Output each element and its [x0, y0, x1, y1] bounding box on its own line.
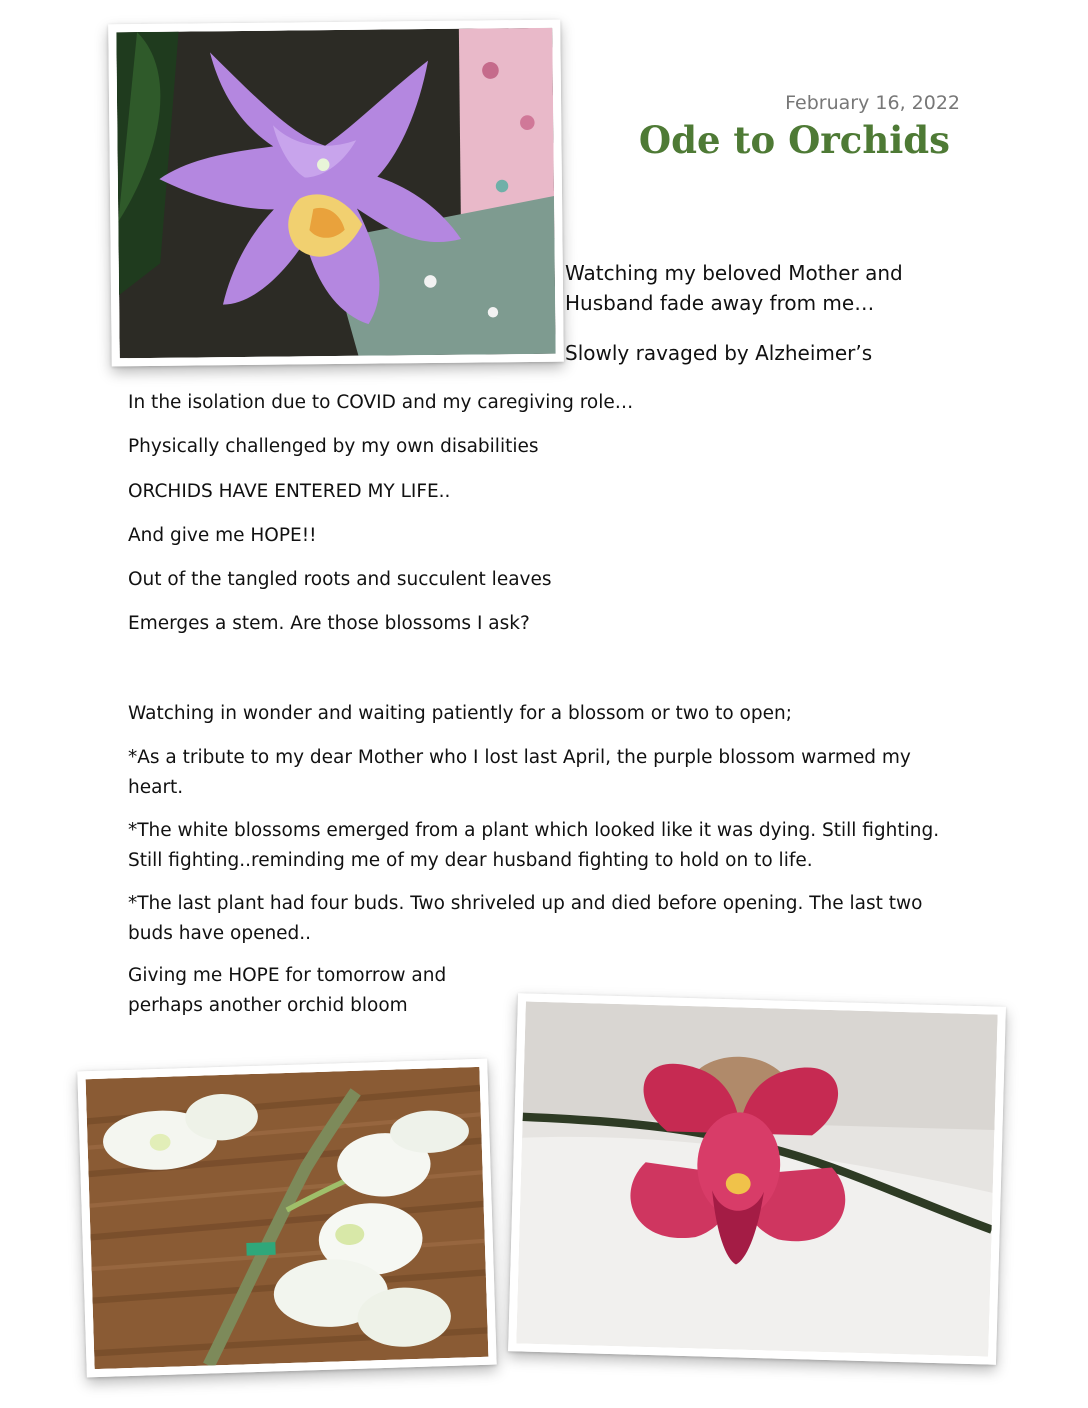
poem-line: Physically challenged by my own disabilities — [128, 436, 539, 457]
poem-line: In the isolation due to COVID and my caregiving role… — [128, 392, 634, 413]
purple-orchid-photo — [108, 20, 564, 367]
poem-line: ORCHIDS HAVE ENTERED MY LIFE.. — [128, 481, 451, 502]
white-orchid-photo — [77, 1059, 496, 1378]
pink-orchid-photo — [508, 993, 1006, 1364]
poem-line: *The white blossoms emerged from a plant which looked like it was dying. Still fighting. Still fighting..reminding me of my dear husband fighting to hold on to life. — [128, 820, 940, 871]
poem-line: Watching in wonder and waiting patiently for a blossom or two to open; — [128, 703, 792, 724]
post-date: February 16, 2022 — [785, 92, 960, 114]
poem-line: Out of the tangled roots and succulent leaves — [128, 569, 552, 590]
poem-line: Emerges a stem. Are those blossoms I ask? — [128, 613, 530, 634]
page-title: Ode to Orchids — [638, 118, 950, 162]
poem-line: *As a tribute to my dear Mother who I lost last April, the purple blossom warmed my heart. — [128, 747, 911, 798]
intro-line: Watching my beloved Mother and Husband fade away from me… — [565, 261, 903, 315]
poem-line: *The last plant had four buds. Two shriveled up and died before opening. The last two buds have opened.. — [128, 893, 923, 944]
poem-line: And give me HOPE!! — [128, 525, 317, 546]
intro-line: Slowly ravaged by Alzheimer’s — [565, 341, 873, 365]
poem-line: Giving me HOPE for tomorrow and perhaps another orchid bloom — [128, 965, 447, 1016]
